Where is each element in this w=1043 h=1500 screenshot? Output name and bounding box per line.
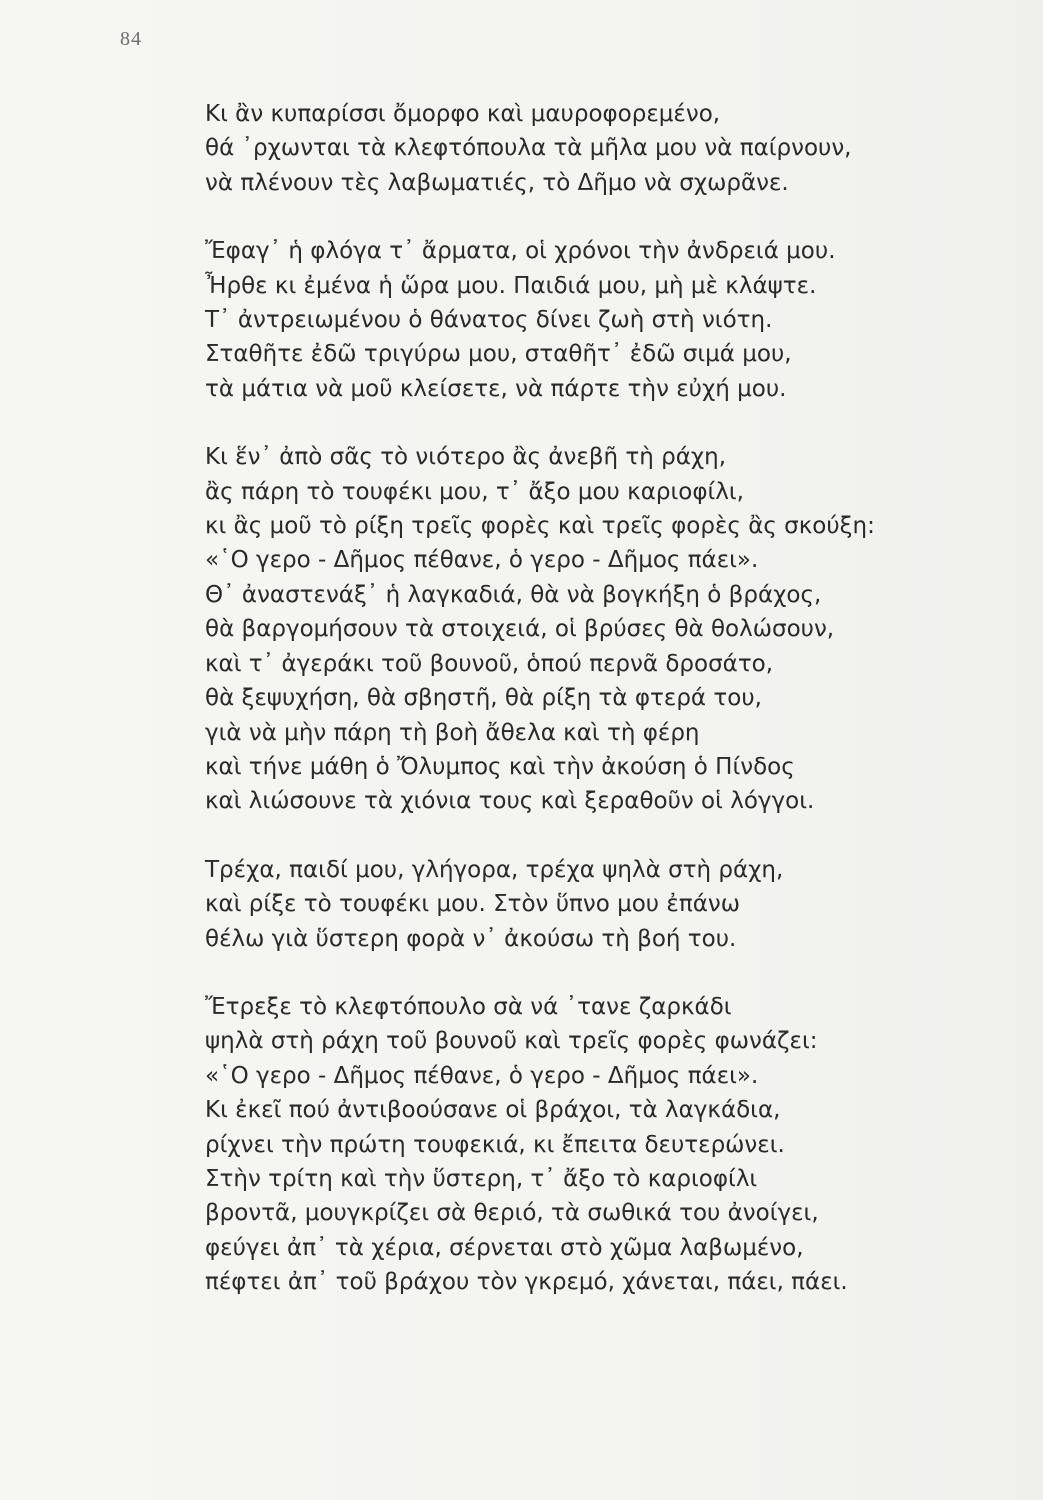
stanza-4 [205, 853, 1005, 956]
poem-line: Ἔφαγ᾽ ἡ φλόγα τ᾽ ἄρματα, οἱ χρόνοι τὴν ἀνδρειά μου. [205, 238, 836, 265]
poem-line: ρίχνει τὴν πρώτη τουφεκιά, κι ἔπειτα δευτερώνει. [205, 1131, 785, 1158]
poem-line: Στὴν τρίτη καὶ τὴν ὕστερη, τ᾽ ἄξο τὸ καριοφίλι [205, 1165, 758, 1192]
poem-line: Θ᾽ ἀναστενάξ᾽ ἡ λαγκαδιά, θὰ νὰ βογκήξη ὁ βράχος, [205, 581, 822, 608]
poem-line: καὶ ρίξε τὸ τουφέκι μου. Στὸν ὕπνο μου ἐπάνω [205, 891, 740, 918]
poem-line: καὶ τ᾽ ἀγεράκι τοῦ βουνοῦ, ὁπού περνᾶ δροσάτο, [205, 650, 774, 677]
poem-line: καὶ λιώσουνε τὰ χιόνια τους καὶ ξεραθοῦν οἱ λόγγοι. [205, 788, 815, 815]
poem [205, 97, 1005, 1300]
poem-line: θέλω γιὰ ὕστερη φορὰ ν᾽ ἀκούσω τὴ βοή του. [205, 925, 737, 952]
poem-line: Κι ἐκεῖ πού ἀντιβοούσανε οἱ βράχοι, τὰ λαγκάδια, [205, 1097, 781, 1124]
poem-line: θὰ ξεψυχήση, θὰ σβηστῆ, θὰ ρίξη τὰ φτερά του, [205, 685, 762, 712]
poem-line: καὶ τήνε μάθη ὁ Ὄλυμπος καὶ τὴν ἀκούση ὁ Πίνδος [205, 753, 795, 780]
stanza-3 [205, 440, 1005, 818]
poem-line: Σταθῆτε ἐδῶ τριγύρω μου, σταθῆτ᾽ ἐδῶ σιμά μου, [205, 341, 792, 368]
poem-line: Ἦρθε κι ἐμένα ἡ ὥρα μου. Παιδιά μου, μὴ μὲ κλάψτε. [205, 272, 817, 299]
poem-line: γιὰ νὰ μὴν πάρη τὴ βοὴ ἄθελα καὶ τὴ φέρη [205, 719, 700, 746]
poem-line: «῾Ο γερο - Δῆμος πέθανε, ὁ γερο - Δῆμος πάει». [205, 547, 759, 574]
poem-line: Κι ἂν κυπαρίσσι ὄμορφο καὶ μαυροφορεμένο, [205, 101, 721, 127]
poem-line: ψηλὰ στὴ ράχη τοῦ βουνοῦ καὶ τρεῖς φορὲς φωνάζει: [205, 1028, 818, 1055]
poem-line: τὰ μάτια νὰ μοῦ κλείσετε, νὰ πάρτε τὴν εὐχή μου. [205, 375, 787, 402]
poem-line: Τρέχα, παιδί μου, γλήγορα, τρέχα ψηλὰ στὴ ράχη, [205, 856, 784, 883]
poem-line: Τ᾽ ἀντρειωμένου ὁ θάνατος δίνει ζωὴ στὴ νιότη. [205, 307, 773, 334]
poem-line: Κι ἕν᾽ ἀπὸ σᾶς τὸ νιότερο ἂς ἀνεβῆ τὴ ράχη, [205, 444, 727, 471]
poem-line: θὰ βαργομήσουν τὰ στοιχειά, οἱ βρύσες θὰ θολώσουν, [205, 616, 835, 643]
poem-line: φεύγει ἀπ᾽ τὰ χέρια, σέρνεται στὸ χῶμα λαβωμένο, [205, 1234, 804, 1261]
poem-line: κι ἂς μοῦ τὸ ρίξη τρεῖς φορὲς καὶ τρεῖς φορὲς ἂς σκούξη: [205, 513, 875, 540]
poem-line: νὰ πλένουν τὲς λαβωματιές, τὸ Δῆμο νὰ σχωρᾶνε. [205, 169, 789, 196]
stanza-2 [205, 234, 1005, 406]
poem-line: πέφτει ἀπ᾽ τοῦ βράχου τὸν γκρεμό, χάνεται, πάει, πάει. [205, 1269, 848, 1296]
poem-line: βροντᾶ, μουγκρίζει σὰ θεριό, τὰ σωθικά του ἀνοίγει, [205, 1200, 819, 1227]
poem-line: θά ᾽ρχωνται τὰ κλεφτόπουλα τὰ μῆλα μου νὰ παίρνουν, [205, 135, 852, 162]
stanza-1 [205, 97, 1005, 200]
poem-line: «῾Ο γερο - Δῆμος πέθανε, ὁ γερο - Δῆμος πάει». [205, 1062, 759, 1089]
poem-line: Ἔτρεξε τὸ κλεφτόπουλο σὰ νά ᾽τανε ζαρκάδι [205, 993, 732, 1020]
page-number: 84 [120, 28, 142, 50]
poem-line: ἂς πάρη τὸ τουφέκι μου, τ᾽ ἄξο μου καριοφίλι, [205, 478, 744, 505]
stanza-5 [205, 990, 1005, 1300]
